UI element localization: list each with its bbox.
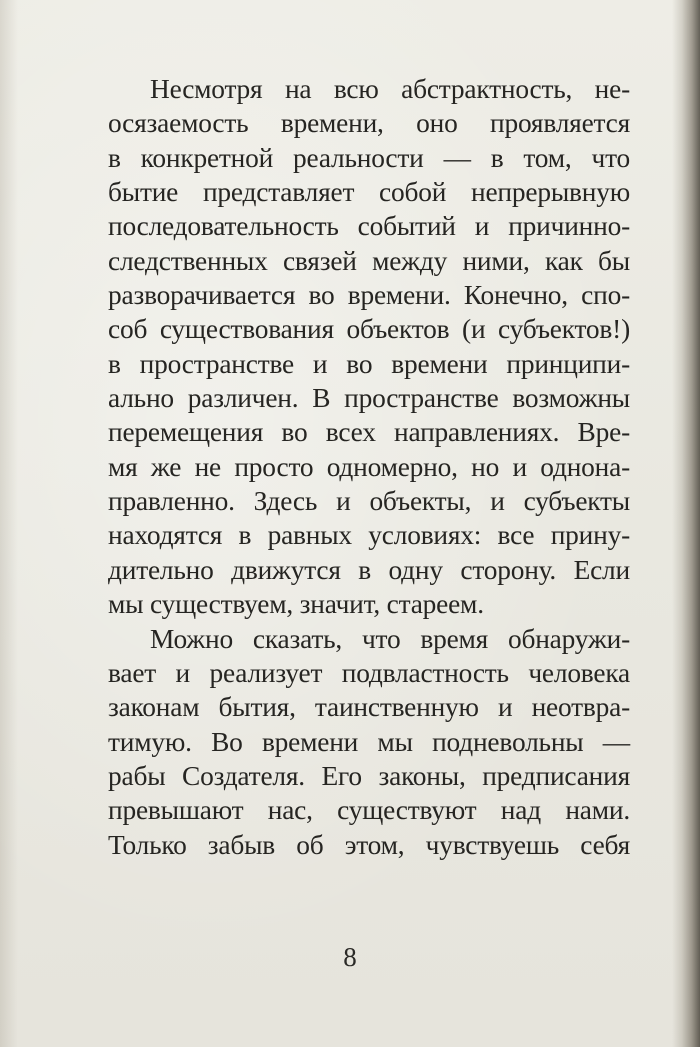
paragraph-1 bbox=[108, 72, 630, 622]
text-line: в пространстве и во времени принципи- bbox=[108, 348, 630, 379]
text-line: Можно сказать, что время обнаружи- bbox=[150, 623, 630, 654]
body-text bbox=[108, 72, 630, 862]
text-line: правленно. Здесь и объекты, и субъекты bbox=[108, 486, 630, 517]
text-line: тимую. Во времени мы подневольны — bbox=[108, 726, 630, 757]
page-number: 8 bbox=[343, 942, 357, 972]
text-line: разворачивается во времени. Конечно, спо- bbox=[108, 280, 630, 311]
text-line: следственных связей между ними, как бы bbox=[108, 245, 630, 276]
text-line: Только забыв об этом, чувствуешь себя bbox=[108, 829, 630, 860]
text-line: мя же не просто одномерно, но и однона- bbox=[108, 451, 630, 482]
text-line: бытие представляет собой непрерывную bbox=[108, 177, 630, 208]
text-line: соб существования объектов (и субъектов!) bbox=[108, 314, 630, 345]
text-line: находятся в равных условиях: все прину- bbox=[108, 520, 630, 551]
text-line: дительно движутся в одну сторону. Если bbox=[108, 554, 630, 585]
text-line: в конкретной реальности — в том, что bbox=[108, 142, 630, 173]
text-line: перемещения во всех направлениях. Вре- bbox=[108, 417, 630, 448]
text-line: ально различен. В пространстве возможны bbox=[108, 383, 630, 414]
paragraph-2 bbox=[108, 622, 630, 862]
text-line: последовательность событий и причинно- bbox=[108, 211, 630, 242]
page-binding-edge bbox=[672, 0, 700, 1047]
text-line: превышают нас, существуют над нами. bbox=[108, 795, 630, 826]
page-left-shadow bbox=[0, 0, 18, 1047]
text-line: осязаемость времени, оно проявляется bbox=[108, 108, 630, 139]
text-line: рабы Создателя. Его законы, предписания bbox=[108, 760, 630, 791]
text-line: вает и реализует подвластность человека bbox=[108, 657, 630, 688]
text-line: Несмотря на всю абстрактность, не- bbox=[150, 74, 630, 104]
text-line: законам бытия, таинственную и неотвра- bbox=[108, 692, 630, 723]
text-line: мы существуем, значит, стареем. bbox=[108, 589, 484, 620]
